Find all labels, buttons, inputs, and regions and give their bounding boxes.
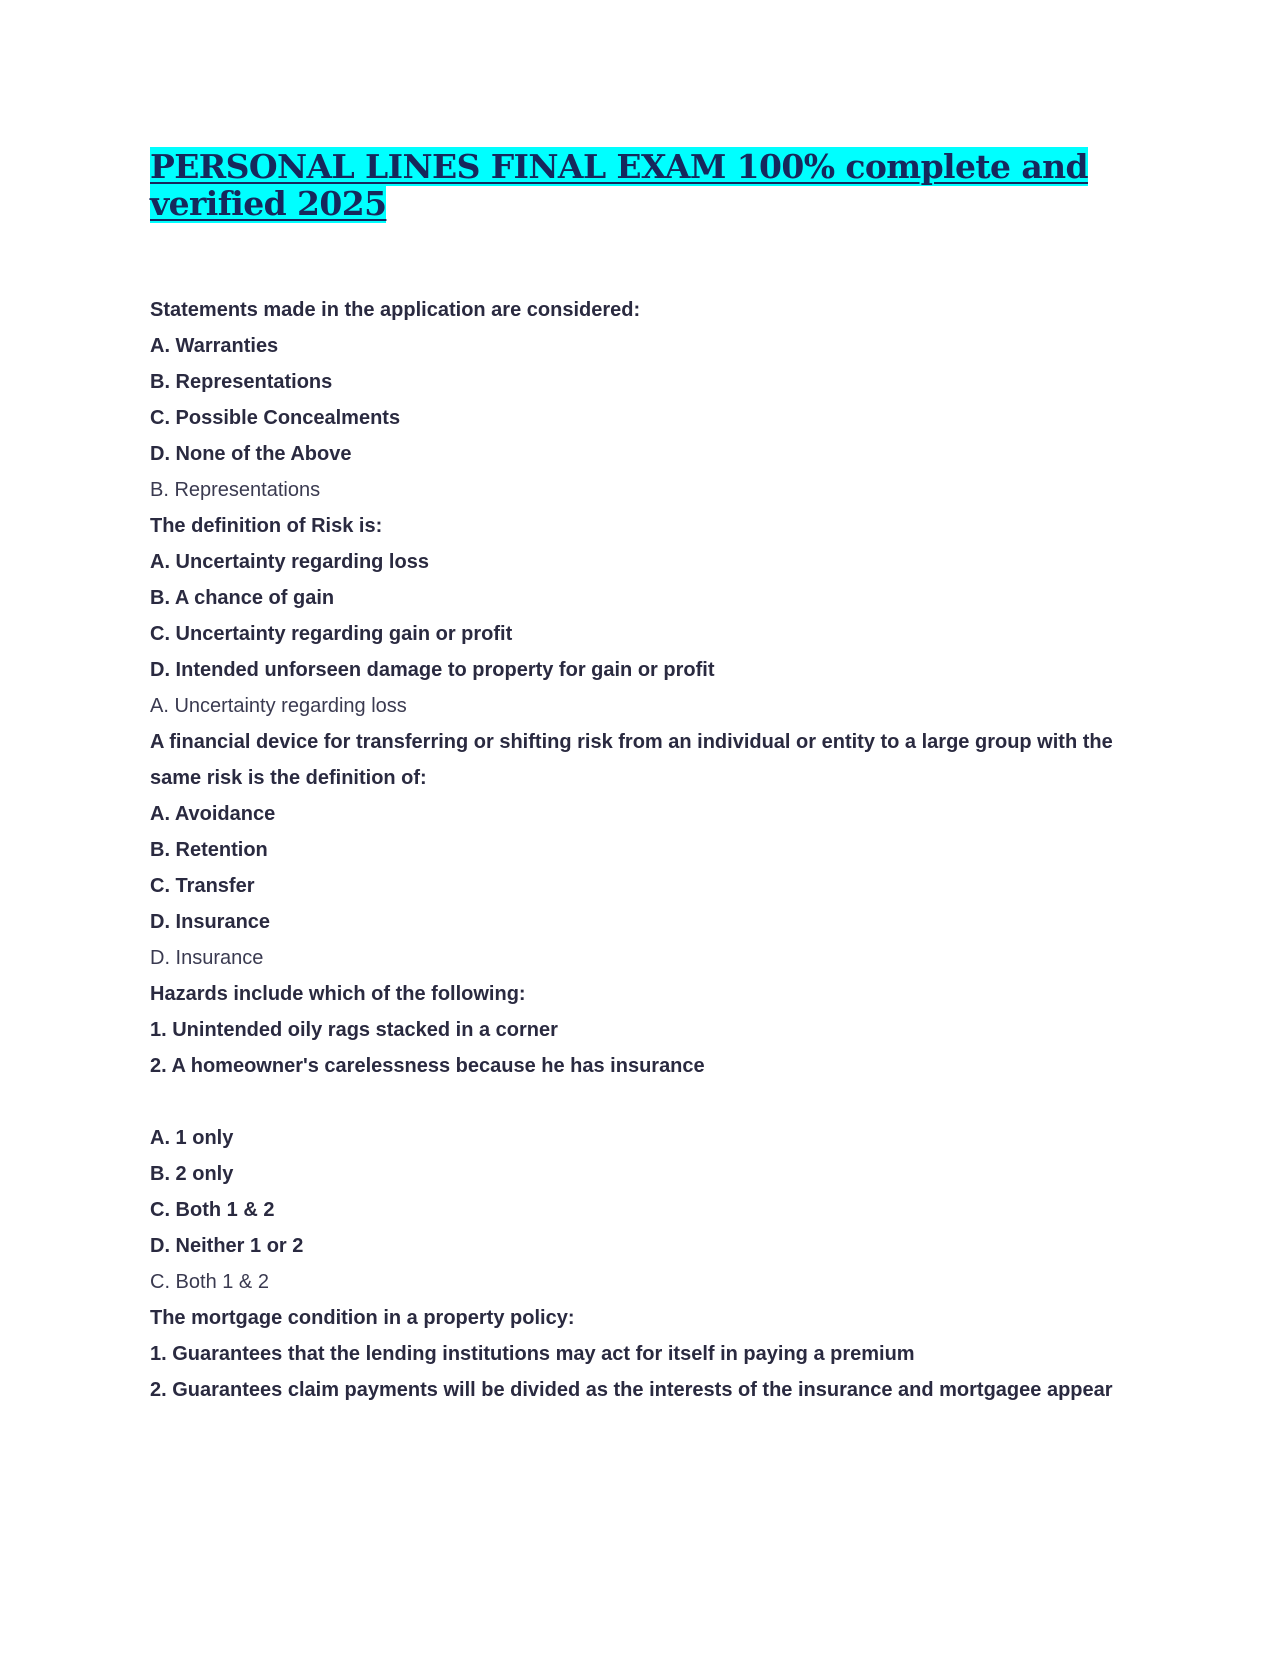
answer-option: D. Intended unforseen damage to property for gain or profit: [150, 659, 715, 681]
document-title: [150, 148, 1140, 222]
answer-option: D. None of the Above: [150, 443, 352, 465]
answer-option: C. Transfer: [150, 875, 255, 897]
document-page: [150, 148, 1140, 1408]
answer-option: A. Uncertainty regarding loss: [150, 551, 429, 573]
answer-option: C. Both 1 & 2: [150, 1199, 275, 1221]
question-prompt: Hazards include which of the following:: [150, 983, 526, 1005]
correct-answer: C. Both 1 & 2: [150, 1271, 269, 1293]
correct-answer: B. Representations: [150, 479, 321, 501]
question-prompt: The mortgage condition in a property policy:: [150, 1307, 575, 1329]
answer-option: A. 1 only: [150, 1127, 234, 1149]
question-prompt: A financial device for transferring or shifting risk from an individual or entity to a large group with the same risk is the definition of:: [150, 731, 1119, 789]
answer-option: C. Uncertainty regarding gain or profit: [150, 623, 513, 645]
blank-line: [150, 1084, 1140, 1120]
question-statement: 2. Guarantees claim payments will be divided as the interests of the insurance and mortgagee appear: [150, 1379, 1113, 1401]
correct-answer: D. Insurance: [150, 947, 264, 969]
correct-answer: A. Uncertainty regarding loss: [150, 695, 407, 717]
question-prompt: Statements made in the application are considered:: [150, 299, 641, 321]
answer-option: B. Retention: [150, 839, 268, 861]
answer-option: D. Insurance: [150, 911, 271, 933]
answer-option: C. Possible Concealments: [150, 407, 401, 429]
answer-option: B. A chance of gain: [150, 587, 335, 609]
question-statement: 1. Guarantees that the lending institutions may act for itself in paying a premium: [150, 1343, 915, 1365]
answer-option: B. 2 only: [150, 1163, 234, 1185]
question-statement: 1. Unintended oily rags stacked in a corner: [150, 1019, 558, 1041]
question-statement: 2. A homeowner's carelessness because he has insurance: [150, 1055, 705, 1077]
answer-option: A. Warranties: [150, 335, 279, 357]
document-title-text: PERSONAL LINES FINAL EXAM 100% complete and verified 2025: [150, 147, 1088, 223]
answer-option: D. Neither 1 or 2: [150, 1235, 304, 1257]
question-prompt: The definition of Risk is:: [150, 515, 383, 537]
question-list: [150, 292, 1140, 1408]
answer-option: A. Avoidance: [150, 803, 276, 825]
answer-option: B. Representations: [150, 371, 333, 393]
